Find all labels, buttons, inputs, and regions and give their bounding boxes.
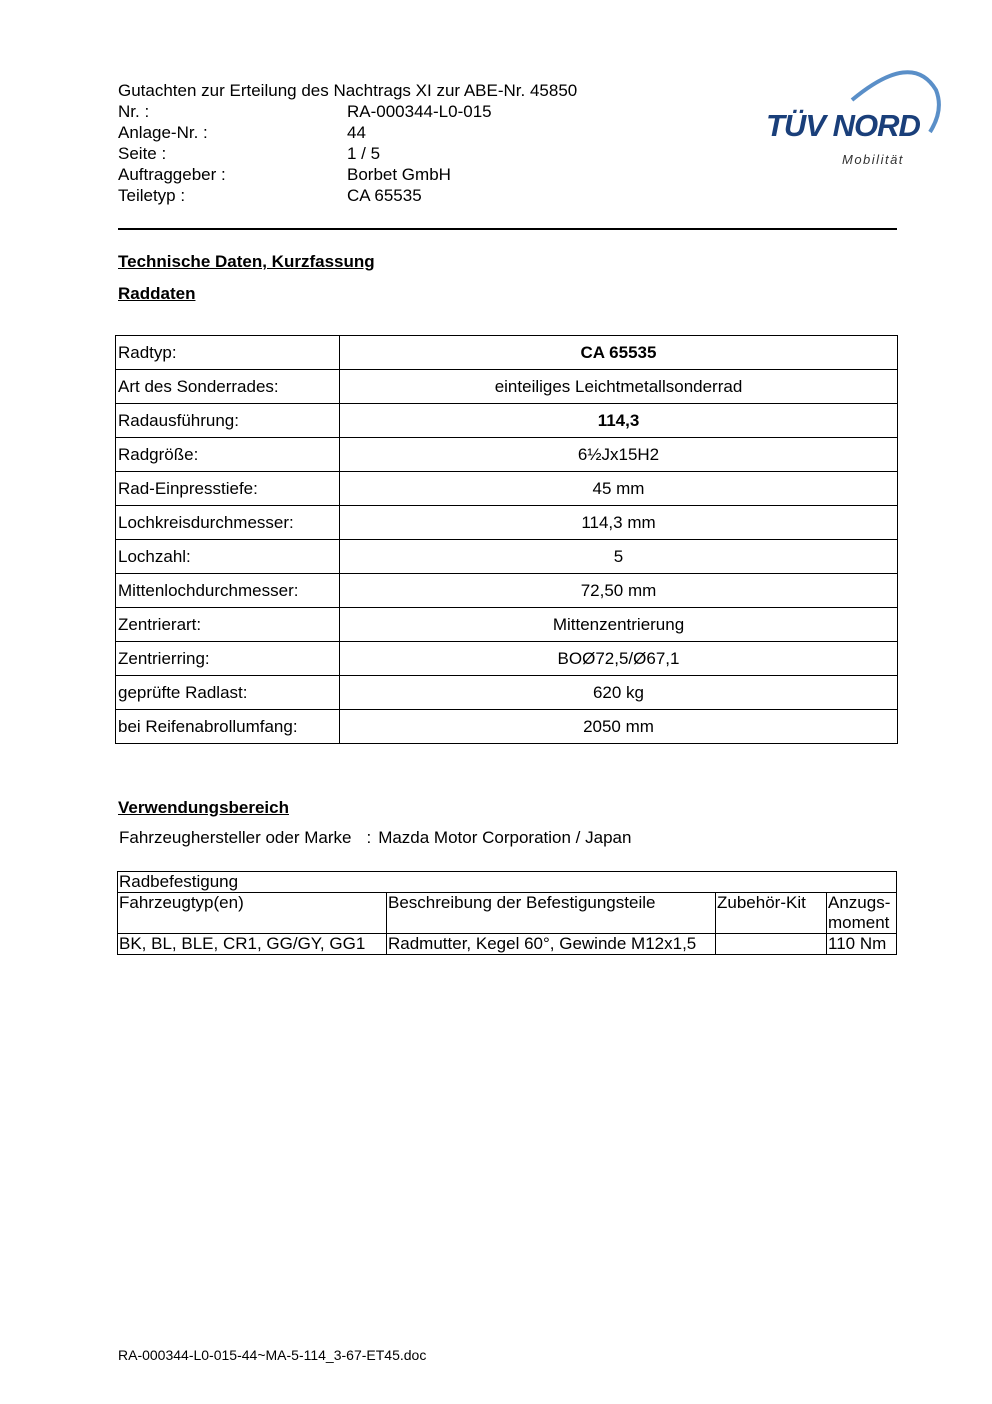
header-row-auftraggeber xyxy=(118,164,577,185)
header-value: Borbet GmbH xyxy=(347,165,451,184)
file-name-footer: RA-000344-L0-015-44~MA-5-114_3-67-ET45.doc xyxy=(118,1347,427,1363)
column-header: Beschreibung der Befestigungsteile xyxy=(387,893,716,934)
table-caption-row xyxy=(118,872,897,893)
table-label: Rad-Einpresstiefe: xyxy=(116,472,340,506)
table-row xyxy=(116,574,898,608)
table-value: 6½Jx15H2 xyxy=(340,438,898,472)
table-row xyxy=(116,540,898,574)
document-header xyxy=(118,80,577,206)
heading-usage: Verwendungsbereich xyxy=(118,798,289,817)
table-value: Mittenzentrierung xyxy=(340,608,898,642)
table-header-row xyxy=(118,893,897,934)
manufacturer-line xyxy=(119,828,631,848)
table-label: Radausführung: xyxy=(116,404,340,438)
table-value: 620 kg xyxy=(340,676,898,710)
table-row xyxy=(116,710,898,744)
table-row xyxy=(116,336,898,370)
logo-subtitle: Mobilität xyxy=(842,152,904,167)
header-label: Nr. : xyxy=(118,102,150,121)
table-label: Art des Sonderrades: xyxy=(116,370,340,404)
header-label: Auftraggeber : xyxy=(118,165,226,184)
report-title: Gutachten zur Erteilung des Nachtrags XI zur ABE-Nr. 45850 xyxy=(118,81,578,100)
wheel-data-table xyxy=(115,335,898,744)
logo-wordmark: TÜV NORD xyxy=(766,108,920,143)
table-label: Lochzahl: xyxy=(116,540,340,574)
table-label: Radgröße: xyxy=(116,438,340,472)
table-row xyxy=(116,438,898,472)
header-value: RA-000344-L0-015 xyxy=(347,102,492,121)
header-row-seite xyxy=(118,143,577,164)
manufacturer-label: Fahrzeughersteller oder Marke xyxy=(119,828,352,847)
table-value: 2050 mm xyxy=(340,710,898,744)
table-value: BOØ72,5/Ø67,1 xyxy=(340,642,898,676)
column-header: Zubehör-Kit xyxy=(716,893,827,934)
table-cell: 110 Nm xyxy=(827,934,897,955)
header-label: Teiletyp : xyxy=(118,186,186,205)
header-value: 44 xyxy=(347,123,366,142)
table-value: CA 65535 xyxy=(340,336,898,370)
header-row-teiletyp xyxy=(118,185,577,206)
header-value: 1 / 5 xyxy=(347,144,381,163)
table-value: 114,3 xyxy=(340,404,898,438)
column-header: Anzugs-moment xyxy=(827,893,897,934)
table-value: einteiliges Leichtmetallsonderrad xyxy=(340,370,898,404)
table-value: 45 mm xyxy=(340,472,898,506)
header-divider xyxy=(118,228,897,230)
manufacturer-value: Mazda Motor Corporation / Japan xyxy=(378,828,632,847)
header-label: Seite : xyxy=(118,144,167,163)
fixing-table xyxy=(117,871,897,955)
header-value: CA 65535 xyxy=(347,186,422,205)
table-label: Zentrierart: xyxy=(116,608,340,642)
table-label: Mittenlochdurchmesser: xyxy=(116,574,340,608)
header-label: Anlage-Nr. : xyxy=(118,123,208,142)
table-row xyxy=(118,934,897,955)
table-value: 72,50 mm xyxy=(340,574,898,608)
table-label: bei Reifenabrollumfang: xyxy=(116,710,340,744)
header-row-anlage xyxy=(118,122,577,143)
table-row xyxy=(116,642,898,676)
table-row xyxy=(116,676,898,710)
table-row xyxy=(116,506,898,540)
table-row xyxy=(116,370,898,404)
table-label: Zentrierring: xyxy=(116,642,340,676)
heading-wheel-data: Raddaten xyxy=(118,284,196,303)
table-label: geprüfte Radlast: xyxy=(116,676,340,710)
manufacturer-colon: : xyxy=(366,828,372,847)
table-label: Lochkreisdurchmesser: xyxy=(116,506,340,540)
table-row xyxy=(116,404,898,438)
tuv-nord-logo xyxy=(762,60,942,172)
heading-technical: Technische Daten, Kurzfassung xyxy=(118,252,375,271)
table-label: Radtyp: xyxy=(116,336,340,370)
header-row-nr xyxy=(118,101,577,122)
table-row xyxy=(116,472,898,506)
table-row xyxy=(116,608,898,642)
fixing-caption: Radbefestigung xyxy=(118,872,897,893)
table-value: 5 xyxy=(340,540,898,574)
table-cell xyxy=(716,934,827,955)
table-value: 114,3 mm xyxy=(340,506,898,540)
column-header: Fahrzeugtyp(en) xyxy=(118,893,387,934)
table-cell: Radmutter, Kegel 60°, Gewinde M12x1,5 xyxy=(387,934,716,955)
table-cell: BK, BL, BLE, CR1, GG/GY, GG1 xyxy=(118,934,387,955)
